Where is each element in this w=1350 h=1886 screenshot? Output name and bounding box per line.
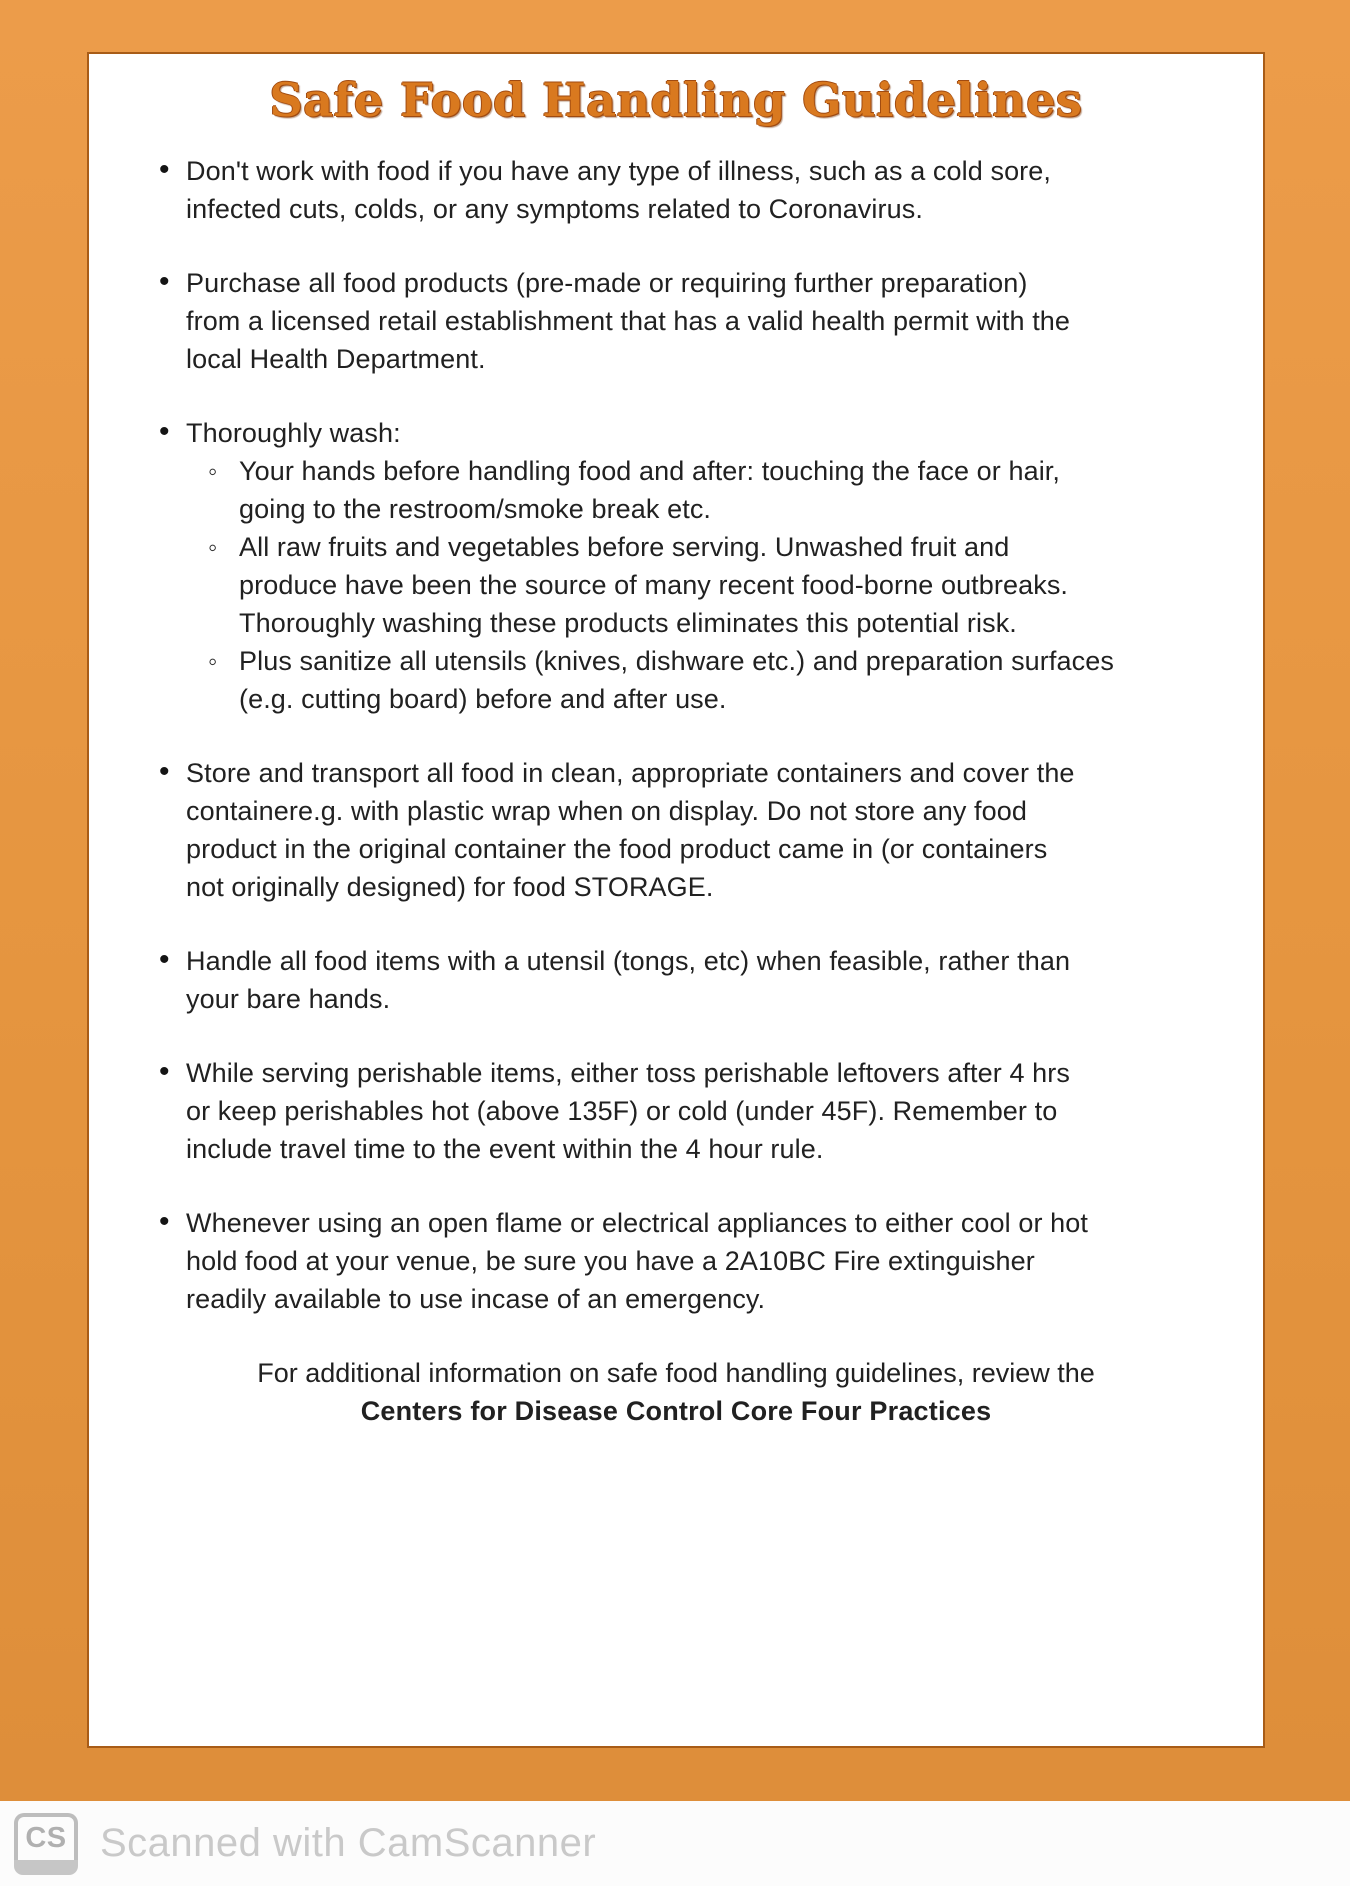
guideline-item-utensils — [89, 942, 1263, 1018]
guideline-item-fire-safety — [89, 1204, 1263, 1318]
guideline-line: infected cuts, colds, or any symptoms related to Coronavirus. — [186, 194, 923, 224]
closing-line: For additional information on safe food handling guidelines, review the — [257, 1358, 1095, 1388]
sub-item-hands — [186, 452, 1263, 528]
guideline-item-wash — [89, 414, 1263, 718]
guideline-line: • Store and transport all food in clean, appropriate containers and cover the — [186, 758, 1075, 788]
page-title: Safe Food Handling Guidelines — [269, 73, 1083, 127]
guideline-line: • Don't work with food if you have any type of illness, such as a cold sore, — [186, 156, 1051, 186]
guideline-line: • Thoroughly wash: — [186, 418, 401, 448]
guideline-item-storage — [89, 754, 1263, 906]
guideline-item-illness — [89, 152, 1263, 228]
guideline-line: going to the restroom/smoke break etc. — [239, 494, 712, 524]
guideline-line: produce have been the source of many recent food-borne outbreaks. — [239, 570, 1069, 600]
guideline-line: containere.g. with plastic wrap when on display. Do not store any food — [186, 796, 1027, 826]
cdc-core-four-reference: Centers for Disease Control Core Four Practices — [360, 1396, 992, 1426]
sub-item-sanitize — [186, 642, 1263, 718]
camscanner-logo-icon — [14, 1813, 78, 1875]
guideline-item-perishables — [89, 1054, 1263, 1168]
guideline-line: ◦ All raw fruits and vegetables before serving. Unwashed fruit and — [239, 532, 1010, 562]
guideline-line: • Handle all food items with a utensil (tongs, etc) when feasible, rather than — [186, 946, 1071, 976]
camscanner-footer — [0, 1801, 1350, 1886]
guideline-line: from a licensed retail establishment that has a valid health permit with the — [186, 306, 1071, 336]
guidelines-list — [89, 152, 1263, 1318]
guideline-line: • While serving perishable items, either toss perishable leftovers after 4 hrs — [186, 1058, 1070, 1088]
camscanner-logo-bar — [14, 1860, 78, 1875]
closing-note — [89, 1354, 1263, 1430]
guideline-line: • Purchase all food products (pre-made or requiring further preparation) — [186, 268, 1028, 298]
document-card — [87, 52, 1265, 1748]
guideline-item-purchase — [89, 264, 1263, 378]
camscanner-label: Scanned with CamScanner — [100, 1821, 597, 1865]
guideline-line: ◦ Plus sanitize all utensils (knives, dishware etc.) and preparation surfaces — [239, 646, 1114, 676]
guideline-line: hold food at your venue, be sure you have a 2A10BC Fire extinguisher — [186, 1246, 1035, 1276]
guideline-line: readily available to use incase of an emergency. — [186, 1284, 766, 1314]
guideline-line: local Health Department. — [186, 344, 486, 374]
guideline-line: Thoroughly washing these products eliminates this potential risk. — [239, 608, 1017, 638]
guideline-line: • Whenever using an open flame or electrical appliances to either cool or hot — [186, 1208, 1089, 1238]
guideline-line: not originally designed) for food STORAGE. — [186, 872, 714, 902]
camscanner-logo-text: CS — [14, 1813, 78, 1860]
guideline-line: product in the original container the food product came in (or containers — [186, 834, 1048, 864]
wash-sublist — [186, 452, 1263, 718]
sub-item-produce — [186, 528, 1263, 642]
guideline-line: (e.g. cutting board) before and after use. — [239, 684, 727, 714]
guideline-line: your bare hands. — [186, 984, 391, 1014]
guideline-line: ◦ Your hands before handling food and after: touching the face or hair, — [239, 456, 1060, 486]
guideline-line: or keep perishables hot (above 135F) or cold (under 45F). Remember to — [186, 1096, 1058, 1126]
guideline-line: include travel time to the event within the 4 hour rule. — [186, 1134, 824, 1164]
